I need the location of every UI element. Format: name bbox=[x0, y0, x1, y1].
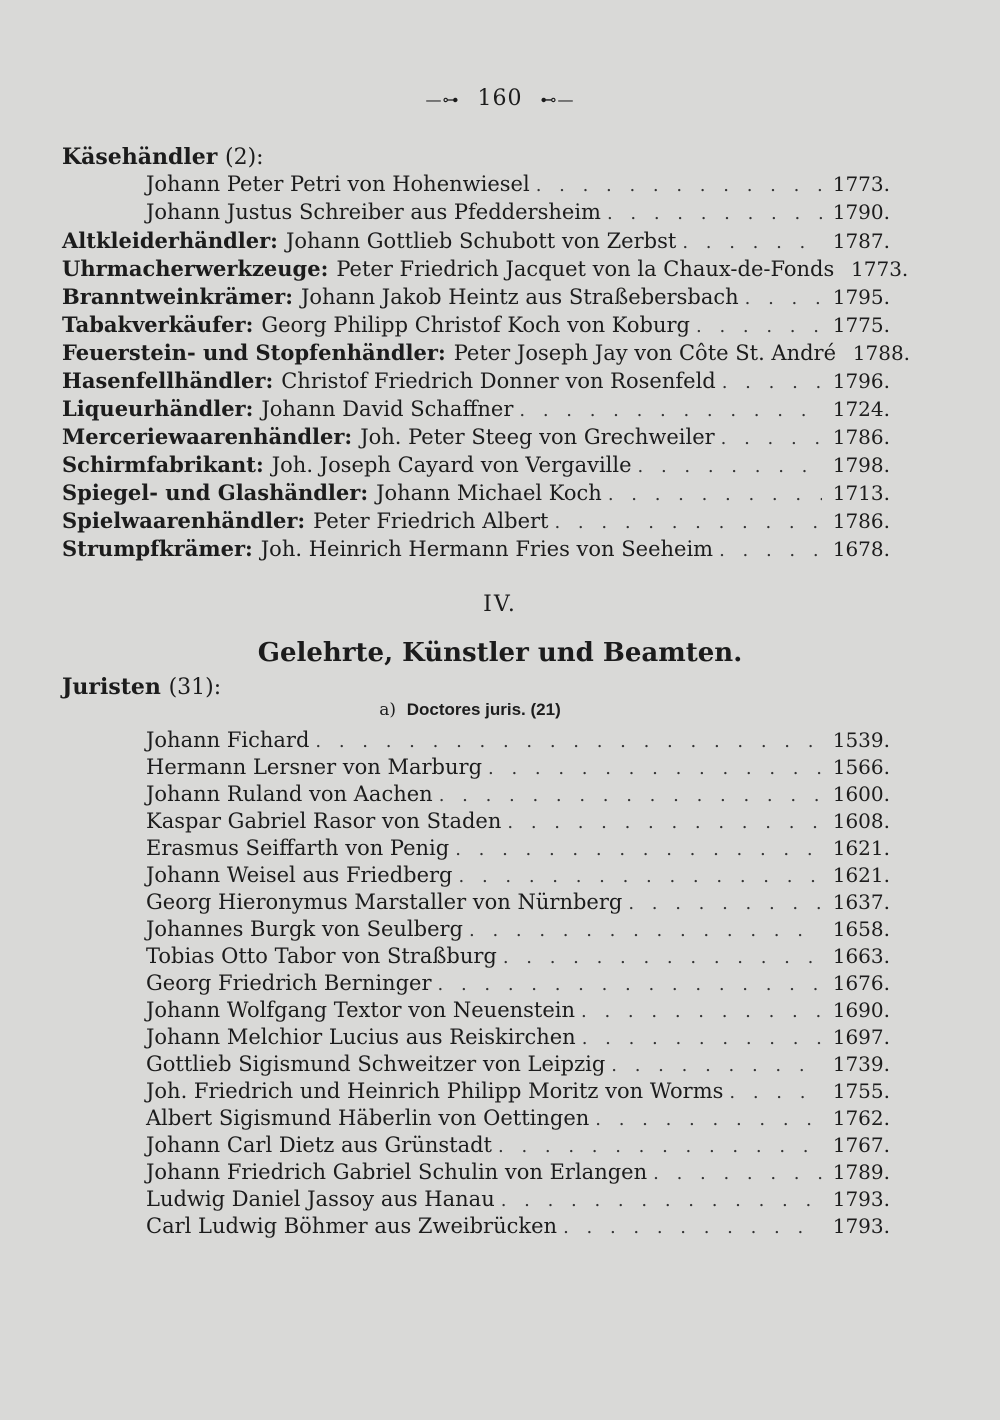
leader-dots bbox=[638, 456, 822, 477]
entry-text: Georg Hieronymus Marstaller von Nürnberg bbox=[146, 890, 623, 914]
entry-year: 1795. bbox=[832, 285, 890, 309]
trade-label: Strumpfkrämer: bbox=[62, 536, 253, 561]
trade-label: Uhrmacherwerkzeuge: bbox=[62, 256, 329, 281]
entry-year: 1790. bbox=[832, 200, 890, 224]
entry-text: Carl Ludwig Böhmer aus Zweibrücken bbox=[146, 1214, 558, 1238]
entry-year: 1793. bbox=[832, 1187, 890, 1211]
list-item bbox=[62, 480, 890, 508]
trade-label: Merceriewaarenhändler: bbox=[62, 424, 353, 449]
leader-dots bbox=[455, 839, 822, 860]
leader-dots bbox=[745, 288, 822, 309]
leader-dots bbox=[696, 316, 822, 337]
list-item bbox=[146, 890, 890, 918]
subsection-letter: a) bbox=[379, 700, 397, 720]
leader-dots bbox=[438, 974, 823, 995]
entry-year: 1798. bbox=[832, 453, 890, 477]
entry-year: 1566. bbox=[832, 755, 890, 779]
entry-year: 1787. bbox=[832, 229, 890, 253]
leader-dots bbox=[682, 232, 822, 253]
list-item bbox=[62, 312, 890, 340]
leader-dots bbox=[554, 512, 822, 533]
entry-text: Johannes Burgk von Seulberg bbox=[146, 917, 463, 941]
list-item bbox=[146, 1187, 890, 1215]
list-item bbox=[62, 368, 890, 396]
entry-text: Hermann Lersner von Marburg bbox=[146, 755, 483, 779]
list-item bbox=[146, 809, 890, 837]
leader-dots bbox=[469, 920, 822, 941]
entry-year: 1663. bbox=[832, 944, 890, 968]
trade-label: Feuerstein- und Stopfenhändler: bbox=[62, 340, 446, 365]
entry-year: 1793. bbox=[832, 1214, 890, 1238]
list-item bbox=[146, 998, 890, 1026]
trade-label: Branntweinkrämer: bbox=[62, 284, 293, 309]
trade-label: Schirmfabrikant: bbox=[62, 452, 264, 477]
leader-dots bbox=[595, 1109, 822, 1130]
list-item bbox=[146, 971, 890, 999]
entry-year: 1739. bbox=[832, 1052, 890, 1076]
list-item bbox=[146, 1133, 890, 1161]
entry-text: Joh. Heinrich Hermann Fries von Seeheim bbox=[260, 537, 714, 561]
kaese-heading-label: Käsehändler bbox=[62, 144, 218, 170]
entry-year: 1762. bbox=[832, 1106, 890, 1130]
leader-dots bbox=[519, 400, 822, 421]
trade-label: Liqueurhändler: bbox=[62, 396, 254, 421]
trade-label: Altkleiderhändler: bbox=[62, 228, 278, 253]
list-item bbox=[62, 536, 890, 564]
entry-year: 1786. bbox=[832, 425, 890, 449]
leader-dots bbox=[611, 1055, 822, 1076]
leader-dots bbox=[722, 372, 822, 393]
list-item bbox=[62, 508, 890, 536]
list-item bbox=[146, 1079, 890, 1107]
entry-year: 1724. bbox=[832, 397, 890, 421]
entry-year: 1690. bbox=[832, 998, 890, 1022]
entry-year: 1786. bbox=[832, 509, 890, 533]
leader-dots bbox=[653, 1163, 822, 1184]
leader-dots bbox=[507, 812, 822, 833]
list-item bbox=[62, 228, 890, 256]
entry-text: Georg Philipp Christof Koch von Koburg bbox=[261, 313, 691, 337]
entry-year: 1608. bbox=[832, 809, 890, 833]
list-item bbox=[146, 1214, 890, 1242]
entry-text: Johann Wolfgang Textor von Neuenstein bbox=[146, 998, 576, 1022]
list-item bbox=[146, 1160, 890, 1188]
trade-label: Tabakverkäufer: bbox=[62, 312, 254, 337]
list-item bbox=[146, 755, 890, 783]
list-item bbox=[146, 1025, 890, 1053]
entry-text: Joh. Joseph Cayard von Vergaville bbox=[271, 453, 632, 477]
entry-text: Joh. Peter Steeg von Grechweiler bbox=[360, 425, 715, 449]
entry-text: Johann Friedrich Gabriel Schulin von Erlangen bbox=[146, 1160, 648, 1184]
entry-text: Ludwig Daniel Jassoy aus Hanau bbox=[146, 1187, 495, 1211]
list-item bbox=[146, 836, 890, 864]
entry-text: Johann Fichard bbox=[146, 728, 310, 752]
kaese-count: (2): bbox=[225, 145, 264, 170]
trade-label: Hasenfellhändler: bbox=[62, 368, 274, 393]
list-item bbox=[62, 256, 909, 284]
entry-text: Johann Justus Schreiber aus Pfeddersheim bbox=[146, 200, 601, 224]
entry-text: Peter Friedrich Albert bbox=[313, 509, 549, 533]
entry-year: 1621. bbox=[832, 836, 890, 860]
entry-text: Johann Ruland von Aachen bbox=[146, 782, 433, 806]
list-item bbox=[62, 396, 890, 424]
entry-year: 1539. bbox=[832, 728, 890, 752]
entry-text: Johann Melchior Lucius aus Reiskirchen bbox=[146, 1025, 576, 1049]
entry-year: 1697. bbox=[832, 1025, 890, 1049]
entry-text: Peter Friedrich Jacquet von la Chaux-de-Fonds bbox=[336, 257, 835, 281]
leader-dots bbox=[628, 893, 822, 914]
leader-dots bbox=[721, 428, 822, 449]
trade-label: Spiegel- und Glashändler: bbox=[62, 480, 369, 505]
page-header bbox=[0, 86, 1000, 111]
list-item bbox=[146, 1052, 890, 1080]
leader-dots bbox=[608, 484, 822, 505]
leader-dots bbox=[459, 866, 823, 887]
leader-dots bbox=[439, 785, 822, 806]
subsection-heading bbox=[0, 700, 940, 720]
entry-year: 1600. bbox=[832, 782, 890, 806]
entry-year: 1788. bbox=[852, 341, 911, 365]
ornament-right: ⊷— bbox=[540, 89, 575, 109]
leader-dots bbox=[607, 203, 822, 224]
entry-year: 1775. bbox=[832, 313, 890, 337]
entry-text: Johann Gottlieb Schubott von Zerbst bbox=[285, 229, 677, 253]
leader-dots bbox=[536, 175, 822, 196]
entry-year: 1713. bbox=[832, 481, 890, 505]
leader-dots bbox=[501, 1190, 822, 1211]
entry-text: Christof Friedrich Donner von Rosenfeld bbox=[281, 369, 716, 393]
entry-text: Johann Michael Koch bbox=[376, 481, 602, 505]
entry-year: 1676. bbox=[832, 971, 890, 995]
leader-dots bbox=[581, 1001, 822, 1022]
entry-text: Johann Peter Petri von Hohenwiesel bbox=[146, 172, 530, 196]
juristen-heading-label: Juristen bbox=[62, 674, 161, 700]
entry-text: Johann David Schaffner bbox=[261, 397, 514, 421]
entry-year: 1767. bbox=[832, 1133, 890, 1157]
section-number: IV. bbox=[483, 592, 517, 617]
entry-year: 1789. bbox=[832, 1160, 890, 1184]
leader-dots bbox=[498, 1136, 822, 1157]
entry-year: 1755. bbox=[832, 1079, 890, 1103]
list-item bbox=[146, 728, 890, 756]
list-item bbox=[62, 452, 890, 480]
section-title: Gelehrte, Künstler und Beamten. bbox=[257, 638, 743, 668]
entry-year: 1796. bbox=[832, 369, 890, 393]
leader-dots bbox=[563, 1217, 822, 1238]
leader-dots bbox=[729, 1082, 822, 1103]
entry-text: Albert Sigismund Häberlin von Oettingen bbox=[146, 1106, 590, 1130]
list-item bbox=[146, 200, 890, 228]
juristen-heading bbox=[62, 674, 221, 700]
page-number: 160 bbox=[477, 86, 523, 111]
leader-dots bbox=[582, 1028, 822, 1049]
list-item bbox=[146, 782, 890, 810]
entry-year: 1773. bbox=[851, 257, 909, 281]
list-item bbox=[146, 172, 890, 200]
leader-dots bbox=[315, 731, 822, 752]
list-item bbox=[62, 284, 890, 312]
entry-text: Erasmus Seiffarth von Penig bbox=[146, 836, 450, 860]
kaese-heading bbox=[62, 144, 264, 170]
subsection-title: Doctores juris. (21) bbox=[406, 700, 561, 719]
entry-year: 1637. bbox=[832, 890, 890, 914]
entry-text: Joh. Friedrich und Heinrich Philipp Moritz von Worms bbox=[146, 1079, 724, 1103]
entry-year: 1621. bbox=[832, 863, 890, 887]
leader-dots bbox=[719, 540, 822, 561]
trade-label: Spielwaarenhändler: bbox=[62, 508, 306, 533]
entry-text: Peter Joseph Jay von Côte St. André bbox=[453, 341, 837, 365]
entry-year: 1773. bbox=[832, 172, 890, 196]
entry-text: Gottlieb Sigismund Schweitzer von Leipzig bbox=[146, 1052, 606, 1076]
entry-text: Kaspar Gabriel Rasor von Staden bbox=[146, 809, 502, 833]
leader-dots bbox=[503, 947, 822, 968]
entry-text: Johann Carl Dietz aus Grünstadt bbox=[146, 1133, 492, 1157]
entry-text: Tobias Otto Tabor von Straßburg bbox=[146, 944, 497, 968]
leader-dots bbox=[488, 758, 822, 779]
list-item bbox=[146, 917, 890, 945]
list-item bbox=[146, 944, 890, 972]
entry-year: 1658. bbox=[832, 917, 890, 941]
entry-year: 1678. bbox=[832, 537, 890, 561]
juristen-count: (31): bbox=[168, 675, 222, 700]
entry-text: Johann Weisel aus Friedberg bbox=[146, 863, 453, 887]
list-item bbox=[62, 340, 911, 368]
ornament-left: —⊶ bbox=[425, 89, 460, 109]
entry-text: Georg Friedrich Berninger bbox=[146, 971, 432, 995]
list-item bbox=[62, 424, 890, 452]
list-item bbox=[146, 863, 890, 891]
entry-text: Johann Jakob Heintz aus Straßebersbach bbox=[300, 285, 739, 309]
list-item bbox=[146, 1106, 890, 1134]
